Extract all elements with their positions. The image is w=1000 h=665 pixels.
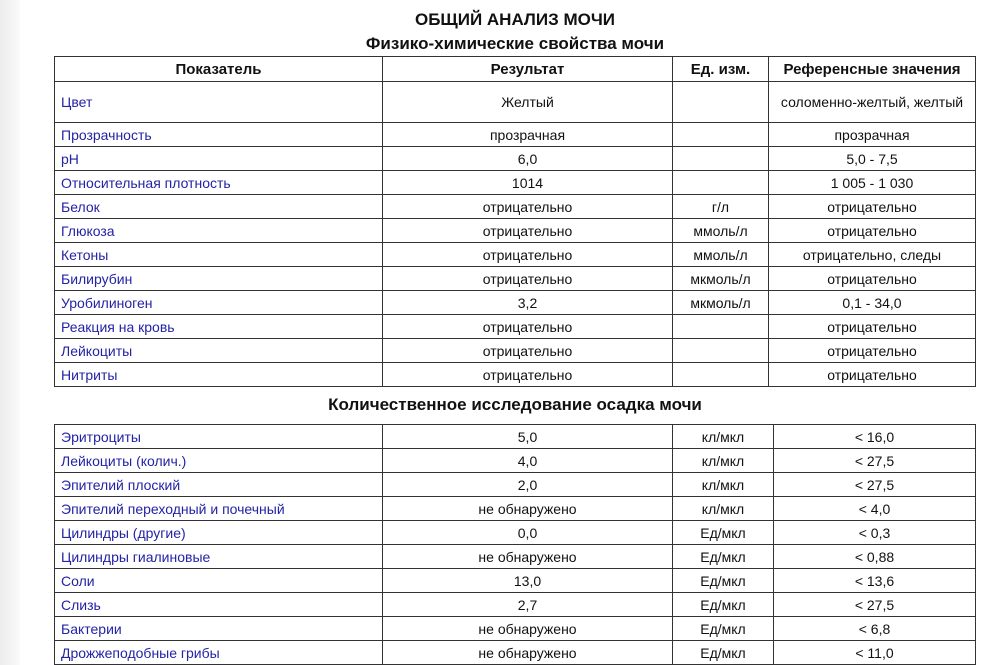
reference-value: отрицательно <box>769 339 976 363</box>
unit-value <box>673 171 769 195</box>
table-row <box>55 617 976 641</box>
unit-value <box>673 339 769 363</box>
table-row <box>55 82 976 123</box>
result-value: отрицательно <box>383 339 673 363</box>
result-value: отрицательно <box>383 243 673 267</box>
result-value: отрицательно <box>383 219 673 243</box>
header-indicator: Показатель <box>55 57 383 82</box>
section-title-sediment: Количественное исследование осадка мочи <box>328 395 702 414</box>
unit-value: мкмоль/л <box>673 267 769 291</box>
indicator-name: Эритроциты <box>55 425 383 449</box>
result-value: 0,0 <box>383 521 673 545</box>
reference-value: отрицательно <box>769 195 976 219</box>
table-row <box>55 171 976 195</box>
reference-value: прозрачная <box>769 123 976 147</box>
header-result: Результат <box>383 57 673 82</box>
table-row <box>55 593 976 617</box>
table-row <box>55 315 976 339</box>
unit-value: ммоль/л <box>673 219 769 243</box>
result-value: прозрачная <box>383 123 673 147</box>
header-reference: Референсные значения <box>769 57 976 82</box>
table-row <box>55 219 976 243</box>
reference-value: соломенно-желтый, желтый <box>769 82 976 123</box>
table-row <box>55 123 976 147</box>
header-unit: Ед. изм. <box>673 57 769 82</box>
unit-value: Ед/мкл <box>673 593 774 617</box>
table-row <box>55 545 976 569</box>
reference-value: 1 005 - 1 030 <box>769 171 976 195</box>
result-value: 2,7 <box>383 593 673 617</box>
indicator-name: Бактерии <box>55 617 383 641</box>
result-value: 5,0 <box>383 425 673 449</box>
unit-value: Ед/мкл <box>673 641 774 665</box>
table-row <box>55 147 976 171</box>
result-value: не обнаружено <box>383 545 673 569</box>
unit-value: Ед/мкл <box>673 545 774 569</box>
sediment-table <box>54 424 976 665</box>
reference-value: 5,0 - 7,5 <box>769 147 976 171</box>
reference-value: отрицательно <box>769 219 976 243</box>
indicator-name: Реакция на кровь <box>55 315 383 339</box>
table-row <box>55 243 976 267</box>
result-value: не обнаружено <box>383 617 673 641</box>
table-row <box>55 267 976 291</box>
table-row <box>55 473 976 497</box>
reference-value: < 11,0 <box>774 641 976 665</box>
unit-value: Ед/мкл <box>673 617 774 641</box>
result-value: отрицательно <box>383 195 673 219</box>
indicator-name: Цилиндры гиалиновые <box>55 545 383 569</box>
result-value: 13,0 <box>383 569 673 593</box>
document-title: ОБЩИЙ АНАЛИЗ МОЧИ <box>414 10 616 29</box>
result-value: отрицательно <box>383 315 673 339</box>
reference-value: < 0,3 <box>774 521 976 545</box>
indicator-name: Лейкоциты (колич.) <box>55 449 383 473</box>
table-header-row <box>55 57 976 82</box>
indicator-name: Эпителий плоский <box>55 473 383 497</box>
table-row <box>55 521 976 545</box>
section-title-physchem: Физико-химические свойства мочи <box>365 34 665 53</box>
physchem-table <box>54 56 976 387</box>
result-value: не обнаружено <box>383 497 673 521</box>
reference-value: 0,1 - 34,0 <box>769 291 976 315</box>
unit-value: кл/мкл <box>673 425 774 449</box>
table-row <box>55 449 976 473</box>
result-value: 1014 <box>383 171 673 195</box>
table-row <box>55 339 976 363</box>
result-value: отрицательно <box>383 267 673 291</box>
unit-value: Ед/мкл <box>673 569 774 593</box>
page-edge <box>0 0 20 665</box>
result-value: не обнаружено <box>383 641 673 665</box>
indicator-name: Слизь <box>55 593 383 617</box>
reference-value: < 13,6 <box>774 569 976 593</box>
indicator-name: Цвет <box>55 82 383 123</box>
indicator-name: Белок <box>55 195 383 219</box>
unit-value: г/л <box>673 195 769 219</box>
table-row <box>55 363 976 387</box>
table-row <box>55 497 976 521</box>
table-row <box>55 569 976 593</box>
unit-value: кл/мкл <box>673 497 774 521</box>
unit-value <box>673 123 769 147</box>
indicator-name: Эпителий переходный и почечный <box>55 497 383 521</box>
table-row <box>55 291 976 315</box>
result-value: отрицательно <box>383 363 673 387</box>
unit-value <box>673 82 769 123</box>
reference-value: < 27,5 <box>774 473 976 497</box>
reference-value: < 27,5 <box>774 449 976 473</box>
table-row <box>55 195 976 219</box>
reference-value: отрицательно <box>769 363 976 387</box>
indicator-name: Нитриты <box>55 363 383 387</box>
indicator-name: pH <box>55 147 383 171</box>
reference-value: отрицательно, следы <box>769 243 976 267</box>
unit-value: мкмоль/л <box>673 291 769 315</box>
indicator-name: Относительная плотность <box>55 171 383 195</box>
result-value: 6,0 <box>383 147 673 171</box>
indicator-name: Соли <box>55 569 383 593</box>
indicator-name: Цилиндры (другие) <box>55 521 383 545</box>
unit-value: кл/мкл <box>673 473 774 497</box>
reference-value: отрицательно <box>769 315 976 339</box>
indicator-name: Лейкоциты <box>55 339 383 363</box>
unit-value <box>673 147 769 171</box>
reference-value: отрицательно <box>769 267 976 291</box>
reference-value: < 16,0 <box>774 425 976 449</box>
indicator-name: Уробилиноген <box>55 291 383 315</box>
reference-value: < 4,0 <box>774 497 976 521</box>
unit-value: ммоль/л <box>673 243 769 267</box>
result-value: 3,2 <box>383 291 673 315</box>
reference-value: < 6,8 <box>774 617 976 641</box>
unit-value <box>673 363 769 387</box>
reference-value: < 27,5 <box>774 593 976 617</box>
unit-value: Ед/мкл <box>673 521 774 545</box>
indicator-name: Дрожжеподобные грибы <box>55 641 383 665</box>
unit-value: кл/мкл <box>673 449 774 473</box>
unit-value <box>673 315 769 339</box>
result-value: Желтый <box>383 82 673 123</box>
indicator-name: Прозрачность <box>55 123 383 147</box>
table-row <box>55 641 976 665</box>
result-value: 4,0 <box>383 449 673 473</box>
indicator-name: Глюкоза <box>55 219 383 243</box>
indicator-name: Кетоны <box>55 243 383 267</box>
reference-value: < 0,88 <box>774 545 976 569</box>
result-value: 2,0 <box>383 473 673 497</box>
table-row <box>55 425 976 449</box>
indicator-name: Билирубин <box>55 267 383 291</box>
